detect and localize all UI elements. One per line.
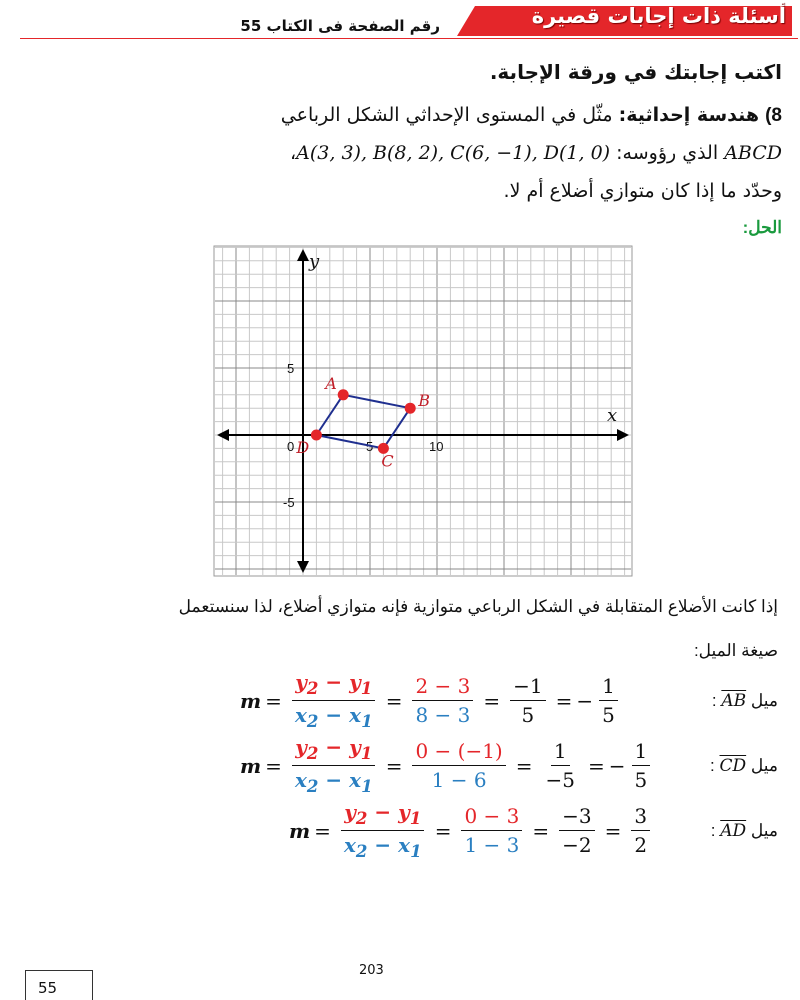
graph-frame (214, 246, 632, 576)
y-axis-label: y (309, 251, 320, 272)
final-fraction: $\frac{1}{5}$ (599, 674, 618, 727)
origin-label: 0 (287, 439, 295, 454)
header-rule (20, 38, 798, 39)
substituted-fraction: $\frac{2 - 3}{8 - 3}$ (412, 674, 473, 727)
slope-equation-cd: m = $\frac{y_2 - y_1}{x_2 - x_1}$ = $\frac{0 - (-1)}{1 - 6}$ = $\frac{1}{-5}$ = − $\frac{1}{5}$ (240, 735, 656, 796)
x-tick-label: 10 (429, 439, 444, 454)
vertex-point-d (311, 430, 322, 441)
question-line-1 (281, 104, 782, 127)
reduced-fraction: $\frac{-3}{-2}$ (559, 804, 594, 857)
question-line-3: وحدّد ما إذا كان متوازي أضلاع أم لا. (503, 180, 782, 202)
reduced-fraction: $\frac{-1}{5}$ (510, 674, 545, 727)
vertex-label-c: C (381, 451, 394, 471)
vertex-label-b: B (418, 391, 430, 411)
y-tick-label: -5 (283, 495, 295, 510)
substituted-fraction: $\frac{0 - (-1)}{1 - 6}$ (412, 739, 505, 792)
m-symbol: m (289, 818, 311, 843)
question-text-2: الذي رؤوسه: (616, 142, 719, 164)
formula-fraction: $\frac{y_2 - y_1}{x_2 - x_1}$ (341, 800, 425, 861)
slope-label-ab (712, 691, 778, 711)
x-axis-label: x (607, 405, 618, 426)
formula-fraction: $\frac{y_2 - y_1}{x_2 - x_1}$ (292, 670, 376, 731)
slope-equation-ab: m = $\frac{y_2 - y_1}{x_2 - x_1}$ = $\frac{2 - 3}{8 - 3}$ = $\frac{-1}{5}$ = − $\frac{1}{5}$ (240, 670, 624, 731)
question-line-2: ABCD الذي رؤوسه: A(3, 3), B(8, 2), C(6, −1), D(1, 0)، (290, 142, 782, 164)
vertex-point-b (405, 403, 416, 414)
y-tick-label: 5 (287, 361, 295, 376)
slope-word: ميل (750, 691, 778, 710)
section-title: أسئلة ذات إجابات قصيرة (531, 4, 786, 28)
m-symbol: m (240, 688, 262, 713)
final-fraction: $\frac{1}{5}$ (632, 739, 651, 792)
explanation-line-2: صيغة الميل: (693, 641, 778, 660)
segment-cd: $\overline{CD}$ (719, 756, 747, 776)
final-fraction: $\frac{3}{2}$ (631, 804, 650, 857)
question-text-1: مثّل في المستوى الإحداثي الشكل الرباعي (280, 104, 613, 126)
vertex-point-a (338, 389, 349, 400)
grid (214, 246, 632, 576)
colon: : (711, 691, 717, 710)
slope-word: ميل (750, 821, 778, 840)
slope-label-ad (711, 821, 778, 841)
coordinate-graph (213, 245, 633, 577)
vertices: A(3, 3), B(8, 2), C(6, −1), D(1, 0) (296, 142, 611, 164)
colon: : (710, 821, 716, 840)
slope-equation-ad: m = $\frac{y_2 - y_1}{x_2 - x_1}$ = $\frac{0 - 3}{1 - 3}$ = $\frac{-3}{-2}$ = $\frac{3}{2}$ (289, 800, 656, 861)
instruction: اكتب إجابتك في ورقة الإجابة. (489, 60, 782, 84)
page-number: 203 (359, 963, 384, 978)
solution-label: الحل: (742, 218, 782, 237)
m-symbol: m (240, 753, 262, 778)
page-box-number: 55 (25, 970, 93, 1000)
segment-ab: $\overline{AB}$ (721, 691, 747, 711)
quadrilateral-name: ABCD (724, 142, 782, 164)
question-number: 8) (765, 105, 782, 126)
segment-ad: $\overline{AD}$ (720, 821, 747, 841)
vertex-label-d: D (296, 438, 310, 457)
book-page-reference: رقم الصفحة فى الكتاب 55 (240, 17, 440, 35)
slope-word: ميل (750, 756, 778, 775)
explanation-line-1: إذا كانت الأضلاع المتقابلة في الشكل الرباعي متوازية فإنه متوازي أضلاع، لذا سنستعمل (178, 597, 778, 616)
formula-fraction: $\frac{y_2 - y_1}{x_2 - x_1}$ (292, 735, 376, 796)
substituted-fraction: $\frac{0 - 3}{1 - 3}$ (461, 804, 522, 857)
colon: : (710, 756, 715, 775)
reduced-fraction: $\frac{1}{-5}$ (545, 739, 575, 792)
slope-label-cd (710, 756, 778, 776)
x-tick-label: 5 (366, 439, 374, 454)
vertex-label-a: A (325, 373, 337, 393)
question-topic: هندسة إحداثية: (618, 104, 760, 126)
